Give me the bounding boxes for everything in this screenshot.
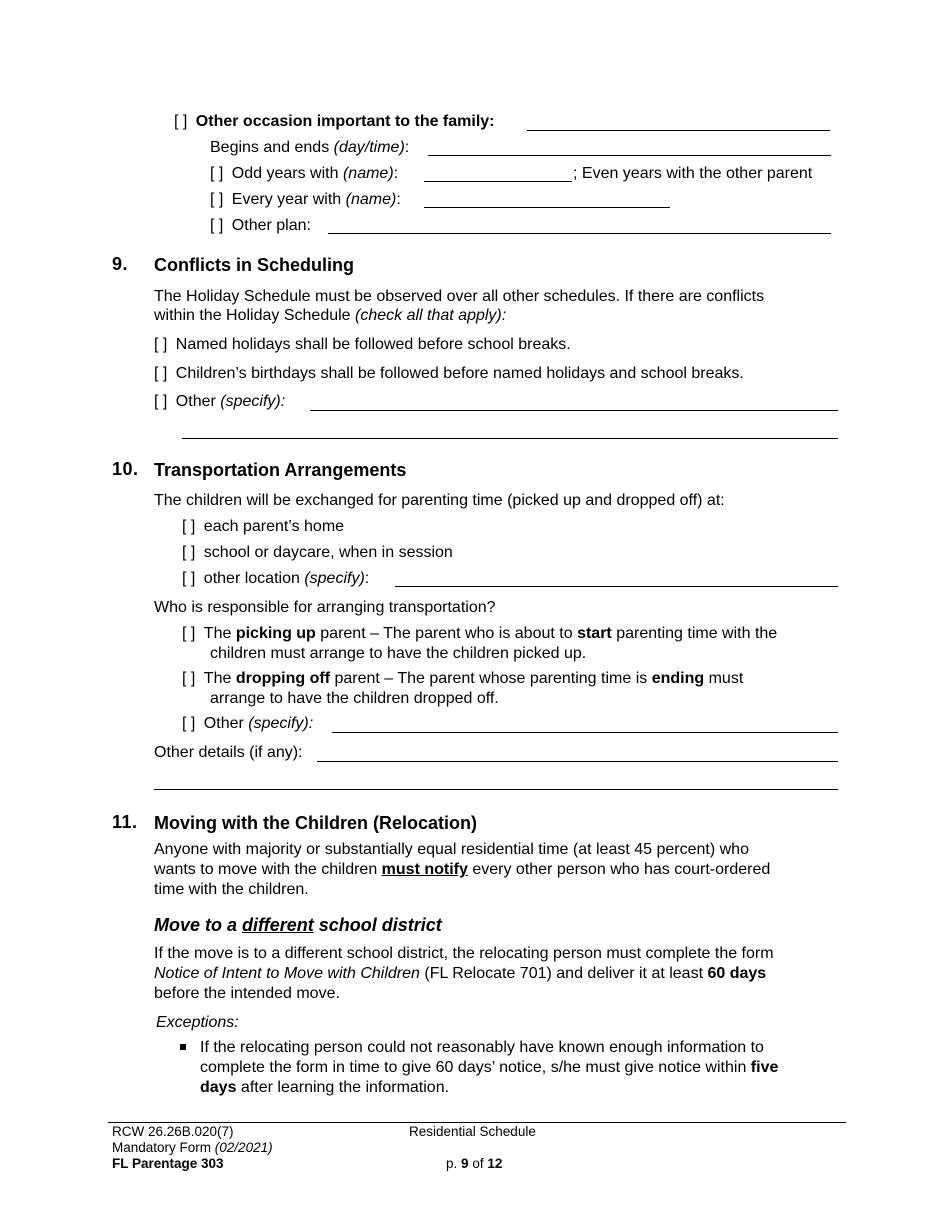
p2-text: (FL Relocate 701) and deliver it at least <box>424 965 704 982</box>
dropping-off-text: dropping off <box>235 670 331 687</box>
sixty-days-text: 60 days <box>707 965 767 982</box>
checkbox[interactable]: [ ] <box>154 393 168 410</box>
section-11-p1-line1: Anyone with majority or substantially equal residential time (at least 45 percent) who <box>154 841 749 858</box>
option-label: Other <box>203 715 244 732</box>
location-option-1 <box>182 517 344 537</box>
checkbox[interactable]: [ ] <box>182 715 196 732</box>
colon: : <box>404 139 410 156</box>
option-label: school or daycare, when in session <box>203 544 453 561</box>
option-label: other location <box>203 570 300 587</box>
who-responsible: Who is responsible for arranging transportation? <box>154 599 496 616</box>
must-notify-text: must notify <box>381 861 468 878</box>
checkbox[interactable]: [ ] <box>182 670 196 687</box>
checkbox[interactable]: [ ] <box>210 217 224 234</box>
every-year-label: Every year with <box>231 191 342 208</box>
colon: : <box>364 570 370 587</box>
form-name: Notice of Intent to Move with Children <box>154 965 420 982</box>
name-hint: (name) <box>342 165 394 182</box>
every-year-row <box>210 190 401 210</box>
exception-1-line3 <box>200 1078 449 1098</box>
checkbox[interactable]: [ ] <box>154 365 168 382</box>
start-text: start <box>577 625 612 642</box>
days-text: days <box>200 1079 237 1096</box>
form-date: (02/2021) <box>214 1140 273 1155</box>
the-text: The <box>203 670 232 687</box>
footer-title: Residential Schedule <box>409 1124 536 1139</box>
occasion-field[interactable] <box>527 130 830 131</box>
specify-hint: (specify) <box>304 570 365 587</box>
section-9-number: 9. <box>112 254 129 274</box>
section-11-p2-line3: before the intended move. <box>154 985 340 1002</box>
odd-years-name-field[interactable] <box>424 181 572 182</box>
location-option-3 <box>182 569 369 589</box>
option-label: Children’s birthdays shall be followed before named holidays and school breaks. <box>175 365 744 382</box>
sub-text: Move to a <box>154 915 238 935</box>
footer-page-number <box>446 1156 502 1172</box>
picking-up-option <box>182 624 777 644</box>
section-9-para-line1: The Holiday Schedule must be observed over all other schedules. If there are conflicts <box>154 288 765 305</box>
section-11-p2-line2 <box>154 964 766 984</box>
option-text: parent – The parent who is about to <box>320 625 573 642</box>
conflict-other-field[interactable] <box>310 410 838 411</box>
footer-mandatory <box>112 1140 273 1156</box>
option-text-end: parenting time with the <box>616 625 778 642</box>
p1-text: wants to move with the children <box>154 861 378 878</box>
section-10-number: 10. <box>112 459 139 479</box>
page-of: of <box>472 1156 484 1171</box>
exception-1-line1: If the relocating person could not reasonably have known enough information to <box>200 1039 764 1056</box>
other-plan-field[interactable] <box>328 233 831 234</box>
section-11-p1-line2 <box>154 860 770 880</box>
conflict-other-field-line2[interactable] <box>182 438 838 439</box>
page-current: 9 <box>461 1156 469 1171</box>
section-9-para-line2 <box>154 306 506 326</box>
odd-years-row <box>210 164 398 184</box>
para-hint: (check all that apply): <box>355 307 507 324</box>
other-details-field-line2[interactable] <box>154 789 838 790</box>
checkbox[interactable]: [ ] <box>210 165 224 182</box>
sub-text-end: school district <box>318 915 442 935</box>
other-details-label: Other details (if any): <box>154 744 303 761</box>
section-9-title: Conflicts in Scheduling <box>154 255 355 275</box>
conflict-option-2 <box>154 364 744 384</box>
conflict-option-1 <box>154 335 571 355</box>
section-10-intro: The children will be exchanged for parenting time (picked up and dropped off) at: <box>154 492 725 509</box>
exception-text: complete the form in time to give 60 days’ notice, s/he must give notice within <box>200 1059 747 1076</box>
exception-text-end: after learning the information. <box>240 1079 450 1096</box>
colon: : <box>396 191 401 208</box>
other-plan-row <box>210 216 311 236</box>
footer-rule <box>108 1122 846 1123</box>
section-11-number: 11. <box>112 812 138 832</box>
checkbox[interactable]: [ ] <box>182 544 196 561</box>
colon: : <box>393 165 399 182</box>
other-location-field[interactable] <box>395 586 838 587</box>
dropping-off-line2: arrange to have the children dropped off. <box>210 690 499 707</box>
begins-hint: (day/time) <box>333 139 405 156</box>
mandatory-text: Mandatory Form <box>112 1140 212 1155</box>
option-label: Named holidays shall be followed before school breaks. <box>175 336 571 353</box>
picking-up-line2: children must arrange to have the children picked up. <box>210 645 587 662</box>
page-total: 12 <box>487 1156 503 1171</box>
specify-hint: (specify): <box>248 715 314 732</box>
bullet-icon <box>180 1044 186 1050</box>
other-plan-label: Other plan: <box>231 217 311 234</box>
checkbox[interactable]: [ ] <box>210 191 224 208</box>
option-text: parent – The parent whose parenting time is <box>334 670 648 687</box>
the-text: The <box>203 625 232 642</box>
other-details-field[interactable] <box>317 761 838 762</box>
exception-1-line2 <box>200 1058 778 1078</box>
subheading-different-district <box>154 914 442 936</box>
location-option-2 <box>182 543 453 563</box>
checkbox[interactable]: [ ] <box>174 113 188 130</box>
checkbox[interactable]: [ ] <box>154 336 168 353</box>
occasion-row <box>174 112 495 132</box>
begins-field[interactable] <box>428 155 831 156</box>
section-10-title: Transportation Arrangements <box>154 460 407 480</box>
p1-text-end: every other person who has court-ordered <box>472 861 771 878</box>
even-years-text: ; Even years with the other parent <box>573 165 813 182</box>
name-hint: (name) <box>345 191 397 208</box>
transport-other-field[interactable] <box>332 732 838 733</box>
section-11-title: Moving with the Children (Relocation) <box>154 813 477 833</box>
section-11-p2-line1: If the move is to a different school district, the relocating person must complete the form <box>154 945 774 962</box>
section-11-p1-line3: time with the children. <box>154 881 309 898</box>
begins-row <box>210 138 409 158</box>
footer-rcw: RCW 26.26B.020(7) <box>112 1124 234 1139</box>
every-year-name-field[interactable] <box>424 207 670 208</box>
exceptions-label: Exceptions: <box>156 1014 239 1031</box>
checkbox[interactable]: [ ] <box>182 625 196 642</box>
para-text: within the Holiday Schedule <box>154 307 351 324</box>
five-text: five <box>750 1059 779 1076</box>
checkbox[interactable]: [ ] <box>182 570 196 587</box>
sub-underlined: different <box>242 915 314 935</box>
odd-years-label: Odd years with <box>231 165 339 182</box>
option-label: each parent’s home <box>203 518 345 535</box>
specify-hint: (specify): <box>220 393 286 410</box>
occasion-label: Other occasion important to the family: <box>195 113 495 130</box>
option-label: Other <box>175 393 216 410</box>
page-prefix: p. <box>446 1156 458 1171</box>
conflict-option-3 <box>154 392 285 412</box>
footer-form-id: FL Parentage 303 <box>112 1156 224 1171</box>
option-text-end: must <box>708 670 744 687</box>
dropping-off-option <box>182 669 743 689</box>
begins-label: Begins and ends <box>210 139 330 156</box>
checkbox[interactable]: [ ] <box>182 518 196 535</box>
picking-up-text: picking up <box>235 625 316 642</box>
transport-other-option <box>182 714 313 734</box>
ending-text: ending <box>651 670 705 687</box>
